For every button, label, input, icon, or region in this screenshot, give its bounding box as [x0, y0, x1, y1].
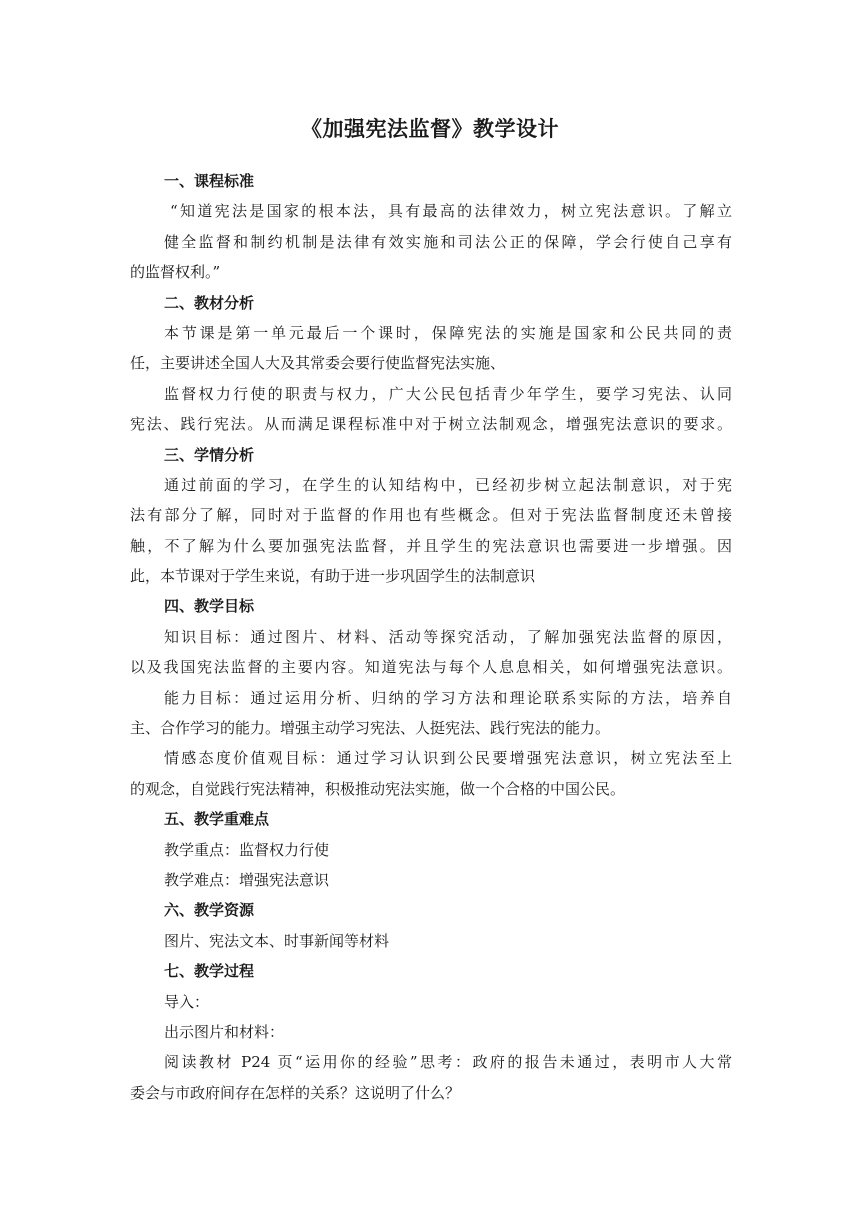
paragraph-line: 主、合作学习的能力。增强主动学习宪法、人挺宪法、践行宪法的能力。: [130, 719, 611, 738]
paragraph-line: 出示图片和材料：: [164, 1022, 285, 1041]
paragraph-line: 能力目标：通过运用分析、归纳的学习方法和理论联系实际的方法，培养自: [164, 688, 732, 707]
paragraph-line: 教学重点：监督权力行使: [164, 840, 330, 859]
paragraph-line: 触，不了解为什么要加强宪法监督，并且学生的宪法意识也需要进一步增强。因: [130, 536, 732, 555]
paragraph-line: 委会与市政府间存在怎样的关系？这说明了什么？: [130, 1083, 461, 1102]
paragraph-line: 监督权力行使的职责与权力，广大公民包括青少年学生，要学习宪法、认同: [164, 384, 732, 403]
paragraph-line: 法有部分了解，同时对于监督的作用也有些概念。但对于宪法监督制度还未曾接: [130, 506, 732, 525]
paragraph-line: 此，本节课对于学生来说，有助于进一步巩固学生的法制意识: [130, 567, 536, 586]
paragraph-line: 任，主要讲述全国人大及其常委会要行使监督宪法实施、: [130, 354, 506, 373]
paragraph-line: 情感态度价值观目标：通过学习认识到公民要增强宪法意识，树立宪法至上: [164, 749, 732, 768]
paragraph-line: 以及我国宪法监督的主要内容。知道宪法与每个人息息相关，如何增强宪法意识。: [130, 658, 732, 677]
paragraph-line: 通过前面的学习，在学生的认知结构中，已经初步树立起法制意识，对于宪: [164, 475, 732, 494]
document-title: 《加强宪法监督》教学设计: [301, 117, 559, 141]
paragraph-line: 图片、宪法文本、时事新闻等材料: [164, 931, 390, 950]
paragraph-line: 宪法、践行宪法。从而满足课程标准中对于树立法制观念，增强宪法意识的要求。: [130, 415, 732, 434]
paragraph-line: 教学难点：增强宪法意识: [164, 870, 330, 889]
section-heading-curriculum-standard: 一、课程标准: [164, 172, 255, 190]
section-heading-teaching-resources: 六、教学资源: [164, 901, 255, 920]
paragraph-line: 健全监督和制约机制是法律有效实施和司法公正的保障，学会行使自己享有: [164, 232, 732, 251]
section-heading-teaching-objectives: 四、教学目标: [164, 597, 255, 616]
section-heading-key-points: 五、教学重难点: [164, 810, 270, 829]
section-heading-learner-analysis: 三、学情分析: [164, 445, 255, 464]
section-heading-textbook-analysis: 二、教材分析: [164, 293, 255, 312]
paragraph-line: 的监督权利。”: [130, 263, 221, 282]
document-body: [130, 166, 732, 1108]
section-heading-teaching-process: 七、教学过程: [164, 962, 255, 981]
paragraph-line: 本节课是第一单元最后一个课时，保障宪法的实施是国家和公民共同的责: [164, 323, 732, 342]
paragraph-line: 知识目标：通过图片、材料、活动等探究活动，了解加强宪法监督的原因，: [164, 627, 732, 646]
paragraph-line: “知道宪法是国家的根本法，具有最高的法律效力，树立宪法意识。了解立: [170, 202, 732, 221]
paragraph-line: 的观念，自觉践行宪法精神，积极推动宪法实施，做一个合格的中国公民。: [130, 779, 626, 798]
paragraph-line: 阅读教材 P24 页“运用你的经验”思考：政府的报告未通过，表明市人大常: [164, 1053, 732, 1072]
paragraph-line: 导入：: [164, 992, 210, 1011]
